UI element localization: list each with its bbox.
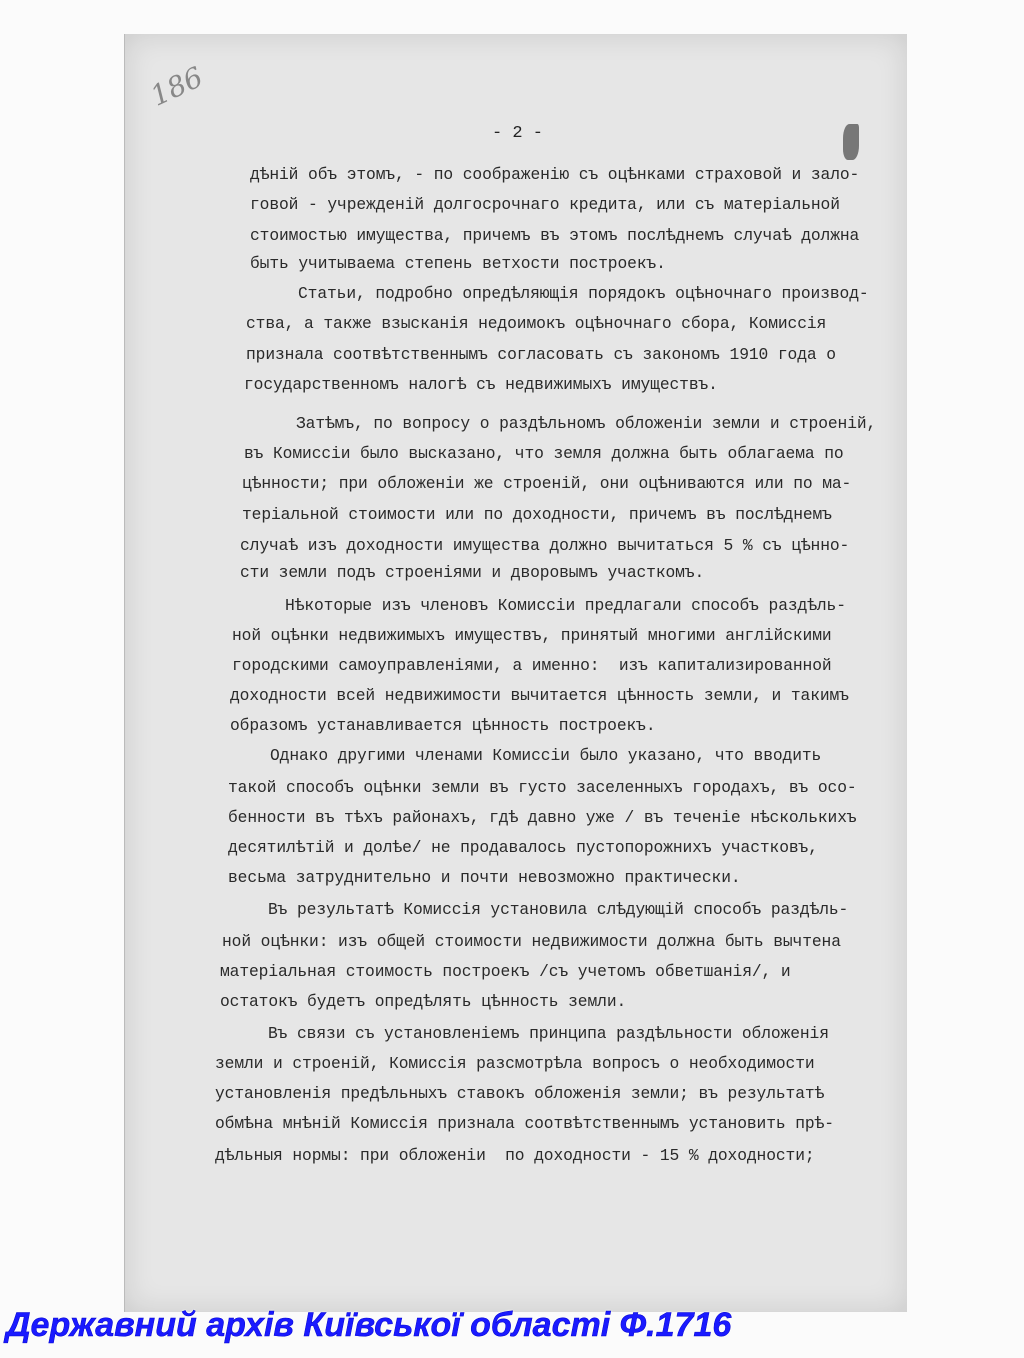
text-line: Затѣмъ, по вопросу о раздѣльномъ обложеніи земли и строеній,: [296, 414, 877, 433]
text-line: образомъ устанавливается цѣнность построекъ.: [230, 716, 656, 735]
text-line: признала соотвѣтственнымъ согласовать съ закономъ 1910 года о: [246, 345, 836, 364]
handwritten-archive-number: 186: [145, 60, 208, 113]
text-line: случаѣ изъ доходности имущества должно вычитаться 5 % съ цѣнно-: [240, 536, 850, 555]
text-line: городскими самоуправленіями, а именно: изъ капитализированной: [232, 656, 832, 675]
text-line: остатокъ будетъ опредѣлять цѣнность земли.: [220, 992, 627, 1011]
text-line: десятилѣтій и долѣе/ не продавалось пустопорожнихъ участковъ,: [228, 838, 818, 857]
text-line: Въ связи съ установленіемъ принципа раздѣльности обложенія: [268, 1024, 829, 1043]
text-line: Статьи, подробно опредѣляющія порядокъ оцѣночнаго производ-: [298, 284, 869, 303]
text-line: теріальной стоимости или по доходности, причемъ въ послѣднемъ: [242, 505, 832, 524]
text-line: цѣнности; при обложеніи же строеній, они оцѣниваются или по ма-: [242, 474, 852, 493]
text-line: въ Комиссіи было высказано, что земля должна быть облагаема по: [244, 444, 844, 463]
text-line: ства, а также взысканія недоимокъ оцѣночнаго сбора, Комиссія: [246, 314, 827, 333]
text-line: установленія предѣльныхъ ставокъ обложенія земли; въ результатѣ: [215, 1084, 825, 1103]
ink-blot: [843, 124, 859, 160]
text-line: говой - учрежденій долгосрочнаго кредита, или съ матеріальной: [250, 195, 840, 214]
text-line: обмѣна мнѣній Комиссія признала соотвѣтственнымъ установить прѣ-: [215, 1114, 834, 1133]
text-line: земли и строеній, Комиссія разсмотрѣла вопросъ о необходимости: [215, 1054, 815, 1073]
text-line: государственномъ налогѣ съ недвижимыхъ имуществъ.: [244, 375, 718, 394]
text-line: доходности всей недвижимости вычитается цѣнность земли, и такимъ: [230, 686, 849, 705]
text-line: дѣній объ этомъ, - по соображенію съ оцѣнками страховой и зало-: [250, 165, 860, 184]
text-line: дѣльныя нормы: при обложеніи по доходности - 15 % доходности;: [215, 1146, 815, 1165]
text-line: быть учитываема степень ветхости построекъ.: [250, 254, 666, 273]
text-line: матеріальная стоимость построекъ /съ учетомъ обветшанія/, и: [220, 962, 791, 981]
text-line: такой способъ оцѣнки земли въ густо заселенныхъ городахъ, въ осо-: [228, 778, 857, 797]
text-line: весьма затруднительно и почти невозможно практически.: [228, 868, 741, 887]
text-line: бенности въ тѣхъ районахъ, гдѣ давно уже / въ теченіе нѣсколькихъ: [228, 808, 857, 827]
archive-watermark: Державний архів Київської області Ф.1716: [6, 1306, 732, 1344]
page-number: - 2 -: [492, 124, 544, 143]
text-line: ной оцѣнки: изъ общей стоимости недвижимости должна быть вычтена: [222, 932, 841, 951]
text-line: сти земли подъ строеніями и дворовымъ участкомъ.: [240, 563, 705, 582]
text-line: ной оцѣнки недвижимыхъ имуществъ, принятый многими англійскими: [232, 626, 832, 645]
text-line: стоимостью имущества, причемъ въ этомъ послѣднемъ случаѣ должна: [250, 226, 860, 245]
text-line: Нѣкоторые изъ членовъ Комиссіи предлагали способъ раздѣль-: [285, 596, 846, 615]
text-line: Однако другими членами Комиссіи было указано, что вводить: [270, 746, 822, 765]
text-line: Въ результатѣ Комиссія установила слѣдующій способъ раздѣль-: [268, 900, 849, 919]
